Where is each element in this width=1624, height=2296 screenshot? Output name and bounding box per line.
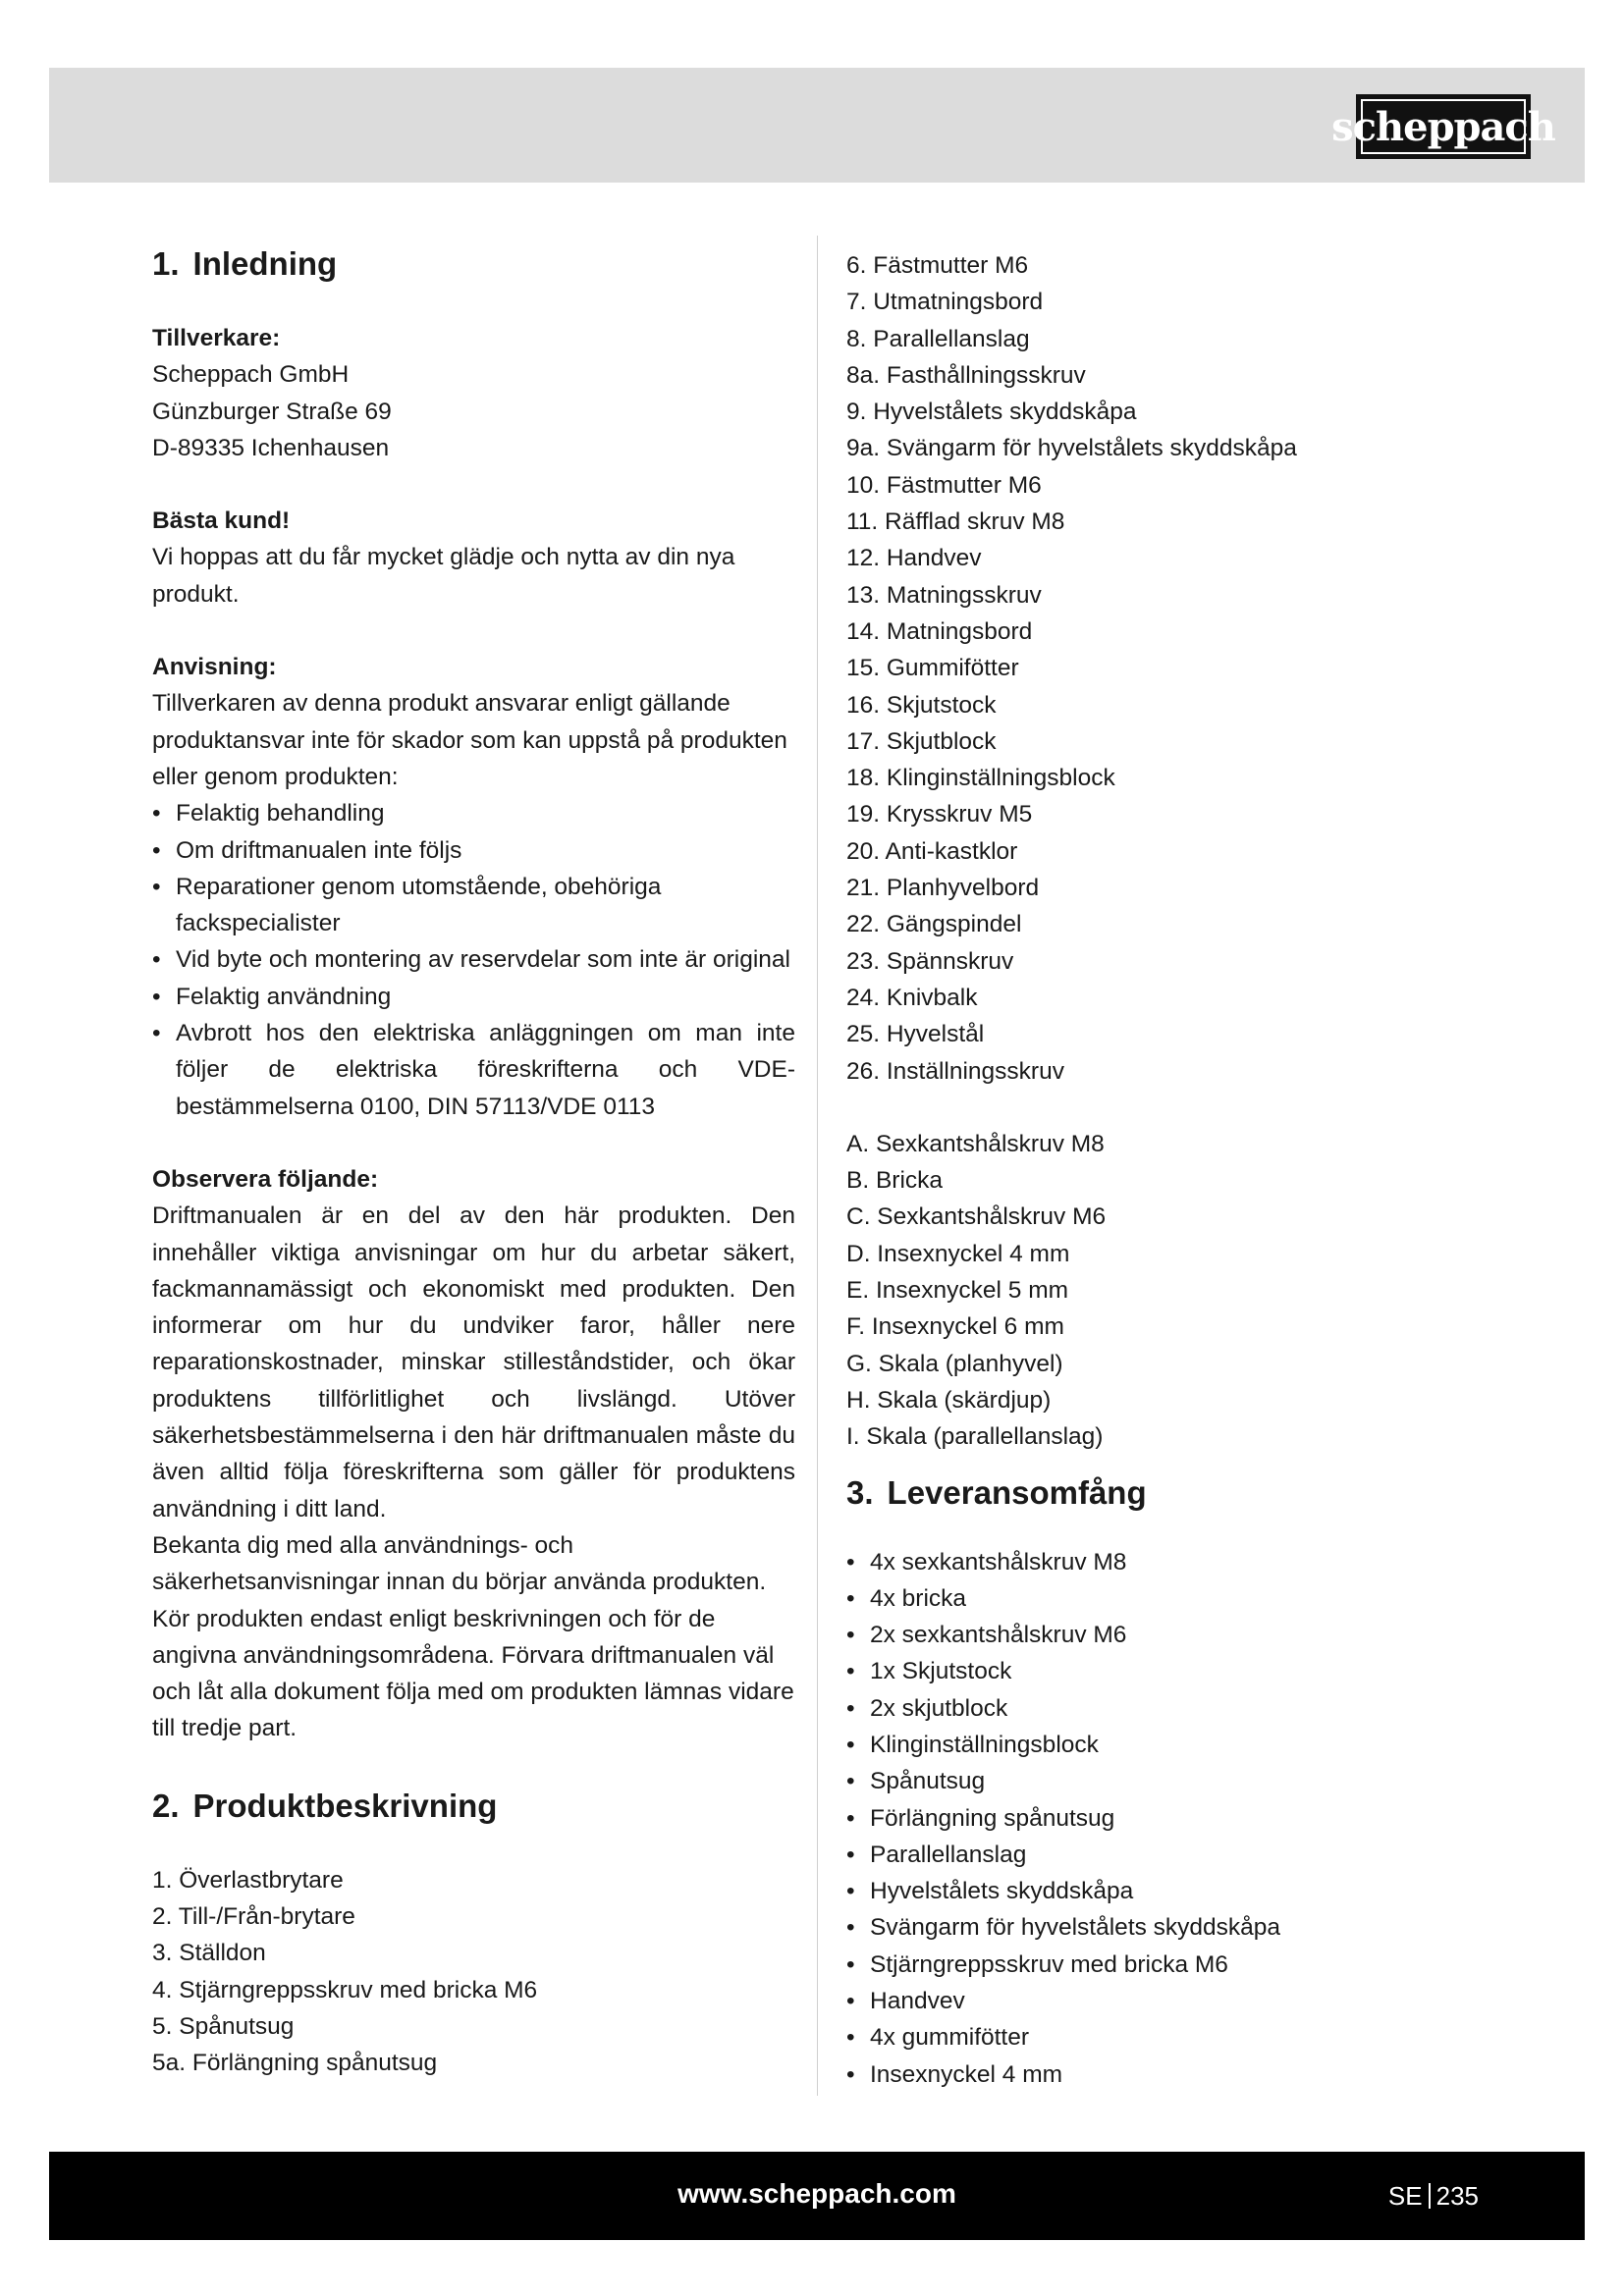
observe-text: Driftmanualen är en del av den här produkten. Den innehåller viktiga anvisningar om hur du arbetar säkert, fackmannamässigt och ekonomiskt med produkten. Den informerar om hur du undviker faror, håller nere reparationskostnader, minskar stilleståndstider, och ökar produktens tillförlitlighet och livslängd. Utöver säkerhetsbestämmelserna i den här driftmanualen måste du även alltid följa föreskrifterna som gäller för produktens användning i ditt land.: [152, 1202, 795, 1522]
list-item: 15. Gummifötter: [846, 655, 1019, 682]
list-item: • Om driftmanualen inte följs: [152, 832, 795, 869]
dear-customer-label: Bästa kund!: [152, 507, 291, 535]
list-item: 24. Knivbalk: [846, 984, 978, 1011]
list-item: 5. Spånutsug: [152, 2012, 295, 2040]
list-item: 6. Fästmutter M6: [846, 252, 1029, 279]
scheppach-logo: scheppach: [1356, 94, 1531, 159]
list-item: 16. Skjutstock: [846, 691, 997, 719]
list-item: 18. Klinginställningsblock: [846, 765, 1115, 792]
list-item: D. Insexnyckel 4 mm: [846, 1240, 1070, 1267]
list-item: • Insexnyckel 4 mm: [846, 2056, 1534, 2093]
list-item: 3. Ställdon: [152, 1940, 266, 1967]
footer-band: [49, 2152, 1585, 2240]
list-item: 9a. Svängarm för hyvelstålets skyddskåpa: [846, 435, 1297, 462]
list-item: 10. Fästmutter M6: [846, 471, 1042, 499]
list-item: 20. Anti-kastklor: [846, 837, 1018, 865]
note-text: Tillverkaren av denna produkt ansvarar enligt gällande produktansvar inte för skador som kan uppstå på produkten eller genom produkten:: [152, 690, 787, 790]
list-item: • Förlängning spånutsug: [846, 1800, 1534, 1837]
language-code: SE: [1387, 2181, 1423, 2211]
list-item: F. Insexnyckel 6 mm: [846, 1313, 1064, 1341]
list-item: H. Skala (skärdjup): [846, 1386, 1052, 1414]
accessory-letter-list: [846, 1126, 1534, 1456]
list-item: 17. Skjutblock: [846, 727, 997, 755]
list-item: B. Bricka: [846, 1167, 944, 1195]
list-item: • 4x gummifötter: [846, 2019, 1534, 2056]
list-item: I. Skala (parallellanslag): [846, 1423, 1104, 1451]
list-item: 12. Handvev: [846, 545, 982, 572]
list-item: 11. Räfflad skruv M8: [846, 508, 1065, 536]
section-3-heading: 3. Leveransomfång: [846, 1473, 1147, 1511]
list-item: 8a. Fasthållningsskruv: [846, 361, 1086, 389]
list-item: 9. Hyvelstålets skyddskåpa: [846, 399, 1137, 426]
list-item: 23. Spännskruv: [846, 947, 1014, 975]
list-item: • Parallellanslag: [846, 1837, 1534, 1873]
list-item: 2. Till-/Från-brytare: [152, 1902, 355, 1930]
list-item: • Vid byte och montering av reservdelar som inte är original: [152, 941, 795, 978]
observe-text-2: Bekanta dig med alla användnings- och säkerhetsanvisningar innan du börjar använda produkten. Kör produkten endast enligt beskrivningen och för de angivna användningsområdena. Förvara driftmanualen väl och låt alla dokument följa med om produkten lämnas vidare till tredje part.: [152, 1531, 794, 1742]
list-item: • 2x sexkantshålskruv M6: [846, 1617, 1534, 1653]
manufacturer-line: D-89335 Ichenhausen: [152, 434, 390, 461]
liability-exclusion-list: [152, 795, 795, 1125]
list-item: G. Skala (planhyvel): [846, 1350, 1063, 1377]
list-item: 13. Matningsskruv: [846, 581, 1042, 609]
list-item: • Felaktig användning: [152, 979, 795, 1015]
list-item: 14. Matningsbord: [846, 617, 1033, 645]
page-number: [1388, 2181, 1479, 2212]
list-item: • Reparationer genom utomstående, obehöriga fackspecialister: [152, 869, 795, 942]
list-item: 21. Planhyvelbord: [846, 875, 1040, 902]
right-column: [846, 247, 1534, 2093]
list-item: 7. Utmatningsbord: [846, 289, 1044, 316]
list-item: • 4x sexkantshålskruv M8: [846, 1544, 1534, 1580]
page-number-value: 235: [1435, 2181, 1479, 2211]
list-item: 19. Krysskruv M5: [846, 801, 1033, 828]
list-item: 25. Hyvelstål: [846, 1021, 985, 1048]
list-item: • Svängarm för hyvelstålets skyddskåpa: [846, 1909, 1534, 1946]
list-item: • 2x skjutblock: [846, 1690, 1534, 1727]
list-item: • Spånutsug: [846, 1763, 1534, 1799]
list-item: • 4x bricka: [846, 1580, 1534, 1617]
dear-customer-text: Vi hoppas att du får mycket glädje och nytta av din nya produkt.: [152, 544, 735, 608]
column-divider: [817, 236, 818, 2096]
observe-label: Observera följande:: [152, 1165, 379, 1193]
list-item: 22. Gängspindel: [846, 911, 1022, 938]
list-item: 26. Inställningsskruv: [846, 1057, 1064, 1085]
list-item: 8. Parallellanslag: [846, 325, 1030, 352]
list-item: • Hyvelstålets skyddskåpa: [846, 1873, 1534, 1909]
list-item: 1. Överlastbrytare: [152, 1866, 344, 1894]
separator: [1429, 2183, 1431, 2209]
list-item: • Handvev: [846, 1983, 1534, 2019]
section-2-heading: 2. Produktbeskrivning: [152, 1787, 498, 1824]
product-parts-list-right: [846, 247, 1534, 1090]
list-item: C. Sexkantshålskruv M6: [846, 1203, 1107, 1231]
header-band: [49, 68, 1585, 183]
manufacturer-label: Tillverkare:: [152, 325, 281, 351]
product-parts-list-left: [152, 1862, 795, 2082]
list-item: A. Sexkantshålskruv M8: [846, 1130, 1105, 1157]
scope-of-delivery-list: [846, 1544, 1534, 2093]
list-item: E. Insexnyckel 5 mm: [846, 1277, 1069, 1305]
note-label: Anvisning:: [152, 654, 277, 681]
list-item: • Felaktig behandling: [152, 795, 795, 831]
list-item: • 1x Skjutstock: [846, 1653, 1534, 1689]
list-item: 5a. Förlängning spånutsug: [152, 2050, 438, 2077]
list-item: • Stjärngreppsskruv med bricka M6: [846, 1947, 1534, 1983]
left-column: [152, 240, 795, 2081]
manufacturer-line: Scheppach GmbH: [152, 361, 350, 389]
list-item: • Avbrott hos den elektriska anläggningen om man inte följer de elektriska föreskrifterna och VDE-bestämmelserna 0100, DIN 57113/VDE 0113: [152, 1015, 795, 1125]
list-item: 4. Stjärngreppsskruv med bricka M6: [152, 1976, 538, 2003]
section-1-heading: 1. Inledning: [152, 245, 338, 282]
manufacturer-line: Günzburger Straße 69: [152, 398, 392, 425]
website-link[interactable]: www.scheppach.com: [677, 2178, 956, 2209]
list-item: • Klinginställningsblock: [846, 1727, 1534, 1763]
